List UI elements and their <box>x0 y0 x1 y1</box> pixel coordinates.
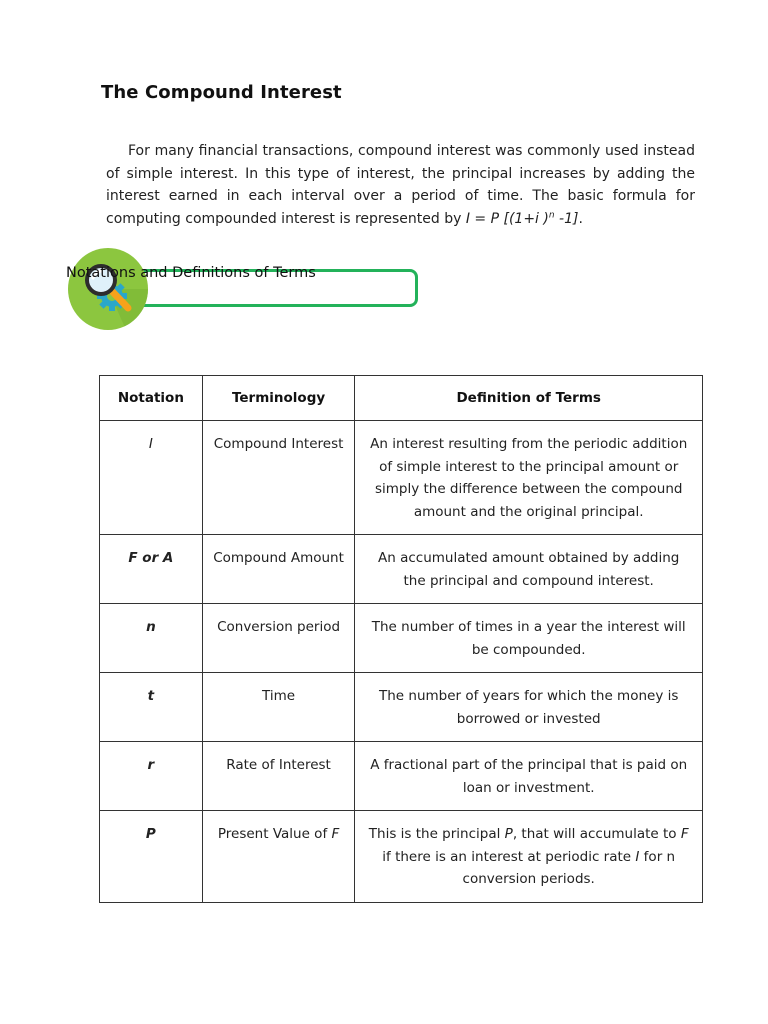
definition-cell <box>355 811 703 903</box>
table-row <box>100 811 703 903</box>
def-variable: P <box>504 826 513 842</box>
notation-cell: F or A <box>100 535 203 604</box>
header-terminology: Terminology <box>202 376 355 421</box>
definition-cell: A fractional part of the principal that is paid on loan or investment. <box>355 742 703 811</box>
terminology-cell <box>202 811 355 903</box>
def-variable: I <box>635 848 640 865</box>
definition-cell: An interest resulting from the periodic addition of simple interest to the principal amount or simply the difference between the compound amount and the original principal. <box>355 421 703 535</box>
def-part: This is the principal <box>368 826 505 842</box>
notation-cell: I <box>100 421 203 535</box>
intro-paragraph <box>106 140 695 230</box>
formula-exponent: n <box>548 209 555 220</box>
page-title: The Compound Interest <box>101 82 342 103</box>
formula-end: . <box>578 210 583 227</box>
notation-cell: t <box>100 673 203 742</box>
table-row <box>100 535 703 604</box>
def-part: , that will accumulate to <box>512 826 681 842</box>
definition-cell: The number of times in a year the interest will be compounded. <box>355 604 703 673</box>
table-header-row <box>100 376 703 421</box>
terminology-cell: Rate of Interest <box>202 742 355 811</box>
terminology-cell: Compound Amount <box>202 535 355 604</box>
formula-prefix: I = P [(1+i ) <box>465 210 549 227</box>
def-variable: F <box>680 826 689 842</box>
section-badge <box>68 248 148 330</box>
term-variable: F <box>331 826 340 842</box>
magnifier-gear-icon <box>68 248 148 330</box>
notation-cell: P <box>100 811 203 903</box>
terminology-cell: Time <box>202 673 355 742</box>
table-row <box>100 421 703 535</box>
definition-cell: An accumulated amount obtained by adding the principal and compound interest. <box>355 535 703 604</box>
terminology-cell: Conversion period <box>202 604 355 673</box>
formula-suffix: -1] <box>554 210 579 227</box>
definition-cell: The number of years for which the money is borrowed or invested <box>355 673 703 742</box>
term-prefix: Present Value of <box>217 826 332 842</box>
terms-table <box>99 375 703 903</box>
table-row <box>100 604 703 673</box>
def-part: if there is an interest at periodic rate <box>382 848 636 865</box>
table-row <box>100 673 703 742</box>
header-notation: Notation <box>100 376 203 421</box>
header-definition: Definition of Terms <box>355 376 703 421</box>
compound-interest-formula <box>466 211 579 227</box>
terminology-cell: Compound Interest <box>202 421 355 535</box>
section-title: Notations and Definitions of Terms <box>66 265 316 281</box>
intro-text: For many financial transactions, compound interest was commonly used instead of simple interest. In this type of interest, the principal increases by adding the interest earned in each interval over a period of time. The basic formula for computing compounded interest is represented by <box>106 143 695 227</box>
notation-cell: r <box>100 742 203 811</box>
table-row <box>100 742 703 811</box>
notation-cell: n <box>100 604 203 673</box>
def-part: for n conversion periods. <box>462 848 676 887</box>
